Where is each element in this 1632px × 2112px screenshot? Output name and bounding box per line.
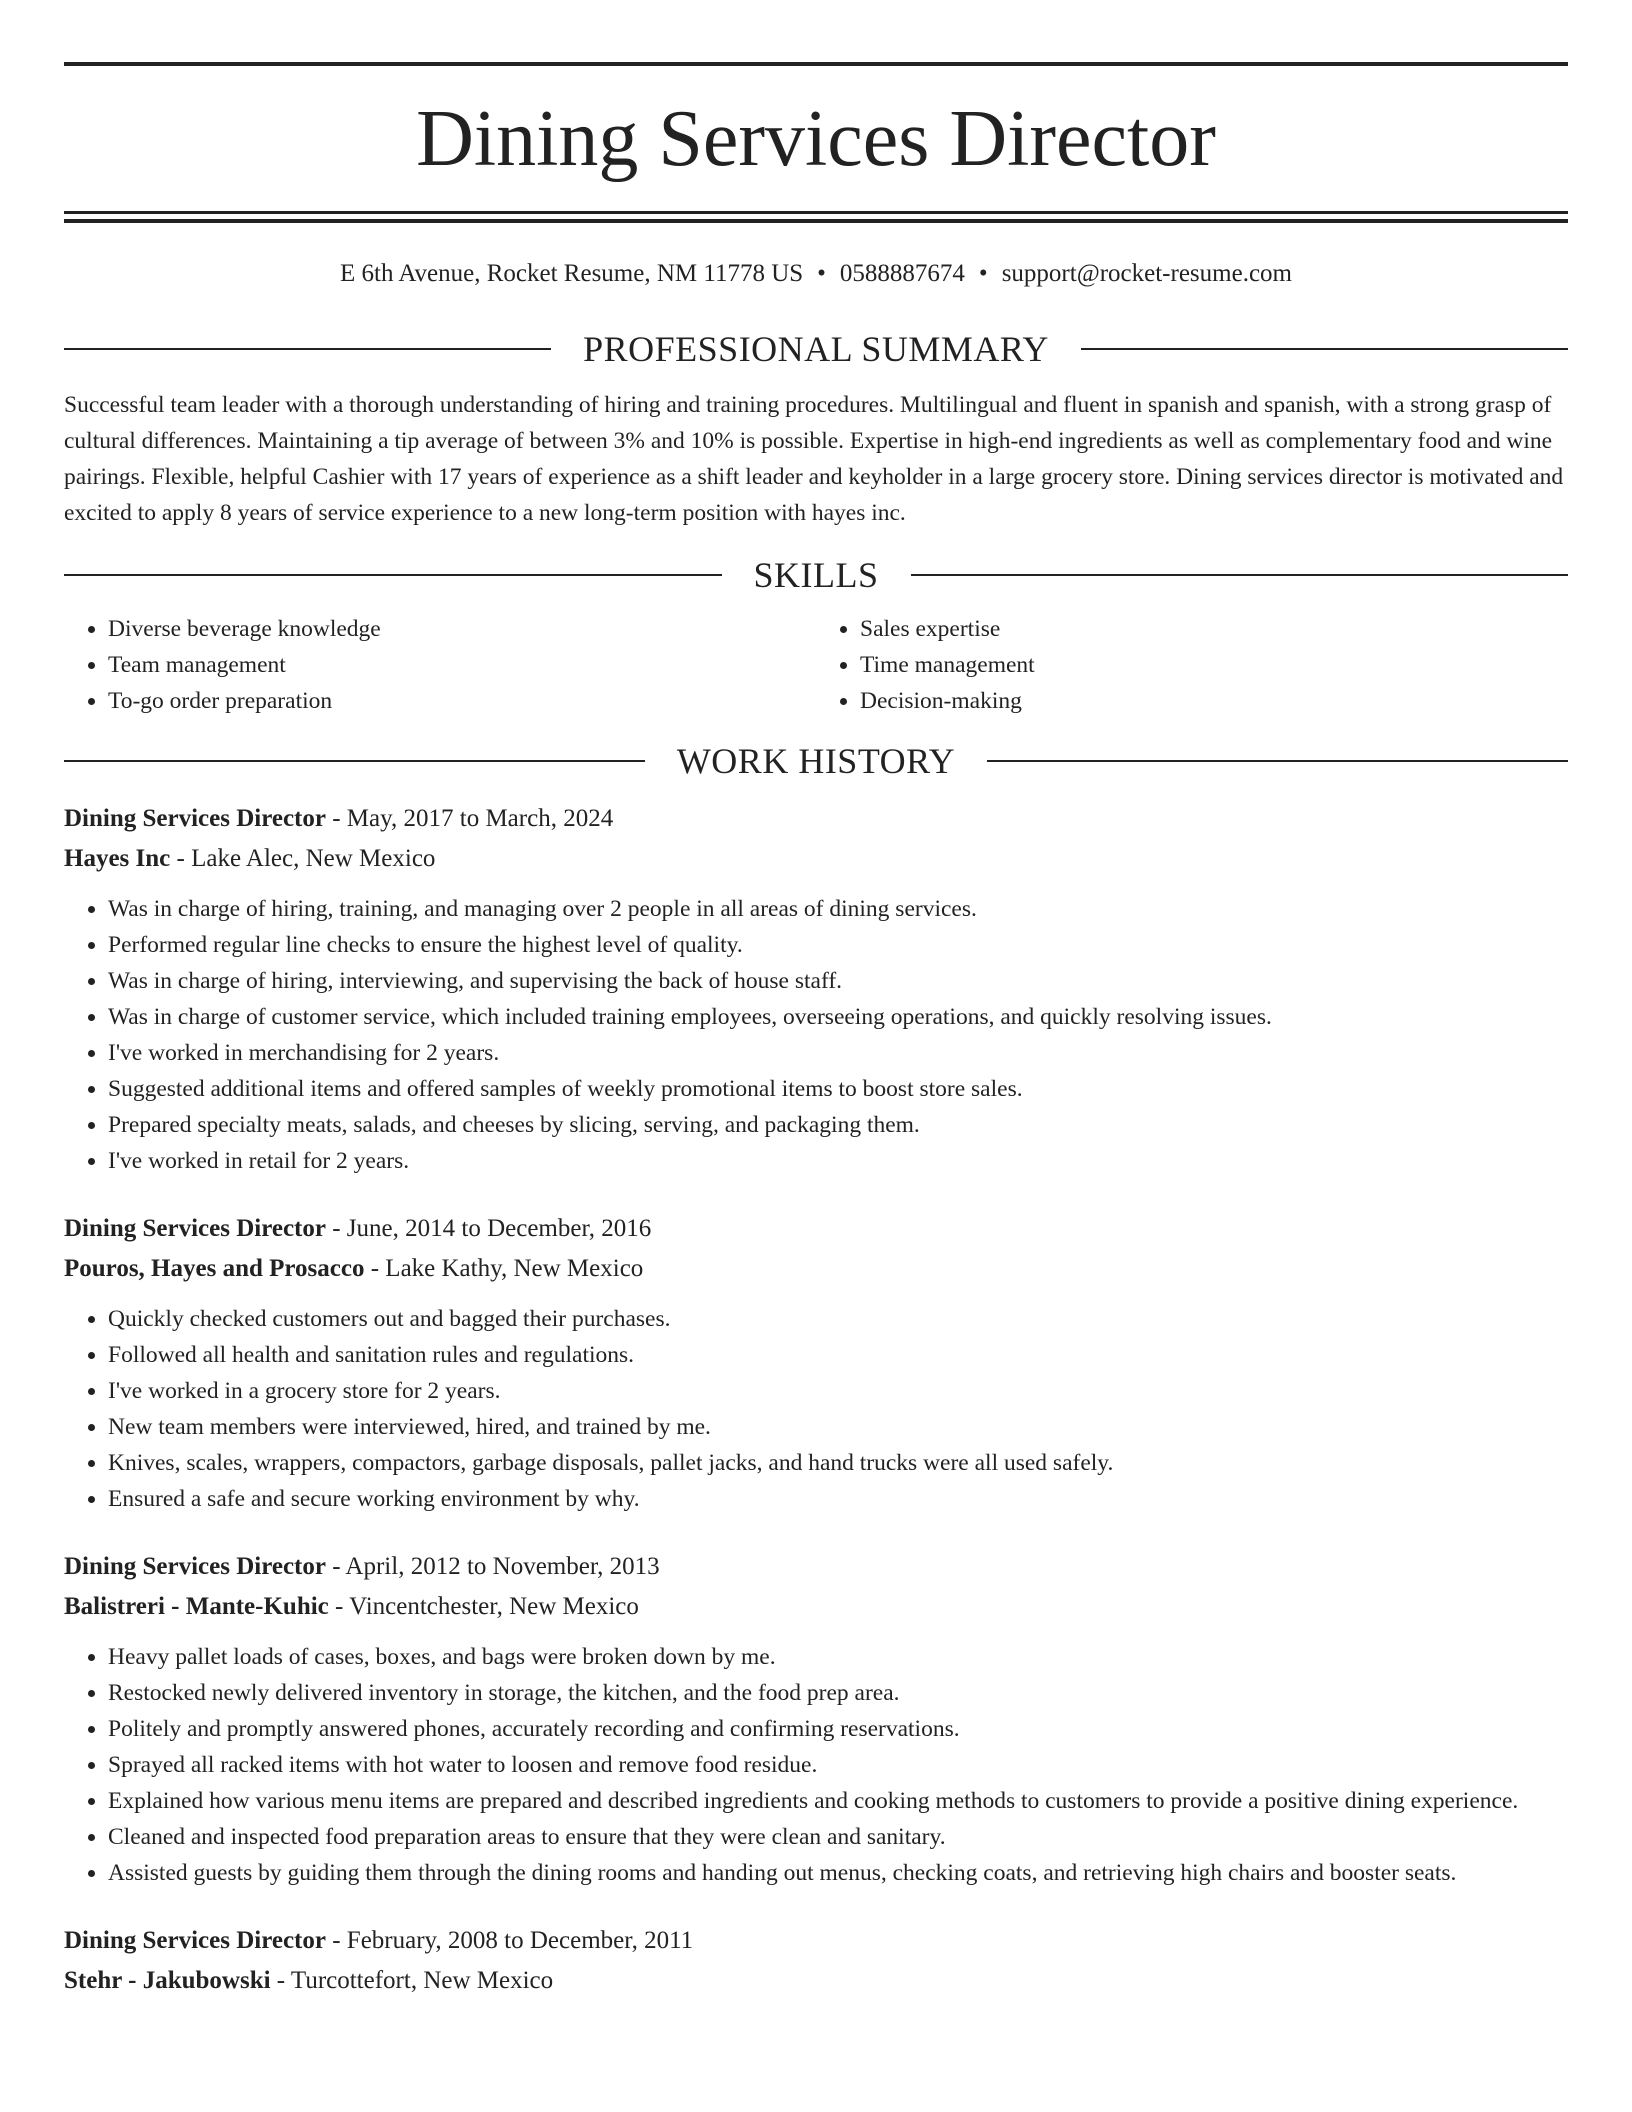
job-dates: - February, 2008 to December, 2011 (325, 1927, 694, 1954)
job-bullet: • Politely and promptly answered phones, accurately recording and confirming reservations. (108, 1711, 1568, 1747)
skills-column-right (816, 611, 1568, 719)
job-bullet: • Was in charge of hiring, training, and managing over 2 people in all areas of dining services. (108, 891, 1568, 927)
job-bullet: • Ensured a safe and secure working environment by why. (108, 1481, 1568, 1517)
job-title-line (64, 1921, 1568, 1961)
work-section-header (64, 743, 1568, 779)
skills-heading: SKILLS (753, 555, 879, 595)
contact-address: E 6th Avenue, Rocket Resume, NM 11778 US (340, 260, 804, 287)
job-dates: - April, 2012 to November, 2013 (325, 1553, 660, 1580)
job-company: Balistreri - Mante-Kuhic (64, 1593, 329, 1620)
summary-heading: PROFESSIONAL SUMMARY (583, 329, 1049, 369)
job-bullet: • Quickly checked customers out and bagged their purchases. (108, 1301, 1568, 1337)
job-bullets (64, 891, 1568, 1179)
job-company: Pouros, Hayes and Prosacco (64, 1255, 365, 1282)
section-rule (911, 574, 1569, 576)
contact-separator: • (817, 260, 826, 287)
job-location: - Turcottefort, New Mexico (270, 1967, 554, 1994)
job-title-line (64, 1547, 1568, 1587)
section-rule (64, 348, 551, 350)
contact-email: support@rocket-resume.com (1001, 260, 1292, 287)
job-bullet: • Restocked newly delivered inventory in storage, the kitchen, and the food prep area. (108, 1675, 1568, 1711)
summary-text: Successful team leader with a thorough understanding of hiring and training procedures. Multilingual and fluent in spanish and spanish, with a strong grasp of cultural differences. Maintaining a tip average of between 3% and 10% is possible. Expertise in high-end ingredients as well as complementary food and wine pairings. Flexible, helpful Cashier with 17 years of experience as a shift leader and keyholder in a large grocery store. Dining services director is motivated and excited to apply 8 years of service experience to a new long-term position with hayes inc. (64, 392, 1564, 526)
skill-item: • Decision-making (860, 683, 1568, 719)
job-entry (64, 1547, 1568, 1891)
contact-separator: • (978, 260, 988, 287)
skill-item: • Diverse beverage knowledge (108, 611, 816, 647)
summary-section-header (64, 331, 1568, 367)
top-rule (64, 62, 1568, 66)
contact-line (64, 259, 1568, 289)
section-rule (987, 760, 1568, 762)
job-title-line (64, 1209, 1568, 1249)
job-bullet: • Followed all health and sanitation rules and regulations. (108, 1337, 1568, 1373)
job-bullet: • Cleaned and inspected food preparation areas to ensure that they were clean and sanitary. (108, 1819, 1568, 1855)
job-bullet: • I've worked in merchandising for 2 years. (108, 1035, 1568, 1071)
job-bullet: • Suggested additional items and offered samples of weekly promotional items to boost store sales. (108, 1071, 1568, 1107)
work-heading: WORK HISTORY (676, 741, 956, 781)
job-company-line (64, 839, 1568, 879)
skill-item: • Time management (860, 647, 1568, 683)
job-bullet: • I've worked in a grocery store for 2 years. (108, 1373, 1568, 1409)
job-location: - Vincentchester, New Mexico (328, 1593, 639, 1620)
job-company: Hayes Inc (64, 845, 171, 872)
job-company-line (64, 1961, 1568, 2001)
job-bullet: • Explained how various menu items are prepared and described ingredients and cooking methods to customers to provide a positive dining experience. (108, 1783, 1568, 1819)
job-bullet: • New team members were interviewed, hired, and trained by me. (108, 1409, 1568, 1445)
job-company-line (64, 1587, 1568, 1627)
section-rule (64, 574, 722, 576)
job-bullets (64, 1301, 1568, 1517)
job-bullet: • Performed regular line checks to ensure the highest level of quality. (108, 927, 1568, 963)
job-title: Dining Services Director (64, 1553, 326, 1580)
contact-phone: 0588887674 (839, 260, 965, 287)
job-bullet: • Assisted guests by guiding them through the dining rooms and handing out menus, checking coats, and retrieving high chairs and booster seats. (108, 1855, 1568, 1891)
job-bullet: • Was in charge of hiring, interviewing, and supervising the back of house staff. (108, 963, 1568, 999)
job-title: Dining Services Director (64, 805, 326, 832)
job-company: Stehr - Jakubowski (64, 1967, 271, 1994)
job-entry (64, 799, 1568, 1179)
skills-list (64, 611, 1568, 719)
job-bullet: • Prepared specialty meats, salads, and cheeses by slicing, serving, and packaging them. (108, 1107, 1568, 1143)
job-company-line (64, 1249, 1568, 1289)
job-bullet: • Knives, scales, wrappers, compactors, garbage disposals, pallet jacks, and hand trucks were all used safely. (108, 1445, 1568, 1481)
section-rule (64, 760, 645, 762)
work-history-list (64, 799, 1568, 2001)
skill-item: • To-go order preparation (108, 683, 816, 719)
job-location: - Lake Kathy, New Mexico (364, 1255, 644, 1282)
section-rule (1081, 348, 1568, 350)
job-bullet: • Sprayed all racked items with hot water to loosen and remove food residue. (108, 1747, 1568, 1783)
skill-item: • Sales expertise (860, 611, 1568, 647)
skills-column-left (64, 611, 816, 719)
title-double-rule (64, 211, 1568, 223)
job-entry (64, 1921, 1568, 2001)
skill-item: • Team management (108, 647, 816, 683)
job-dates: - June, 2014 to December, 2016 (325, 1215, 652, 1242)
job-bullet: • I've worked in retail for 2 years. (108, 1143, 1568, 1179)
skills-section-header (64, 557, 1568, 593)
job-title-line (64, 799, 1568, 839)
job-entry (64, 1209, 1568, 1517)
job-location: - Lake Alec, New Mexico (170, 845, 436, 872)
job-bullet: • Was in charge of customer service, which included training employees, overseeing operations, and quickly resolving issues. (108, 999, 1568, 1035)
job-bullets (64, 1639, 1568, 1891)
job-title: Dining Services Director (64, 1927, 326, 1954)
job-dates: - May, 2017 to March, 2024 (325, 805, 614, 832)
job-title: Dining Services Director (64, 1215, 326, 1242)
job-bullet: • Heavy pallet loads of cases, boxes, and bags were broken down by me. (108, 1639, 1568, 1675)
resume-title: Dining Services Director (416, 95, 1216, 183)
